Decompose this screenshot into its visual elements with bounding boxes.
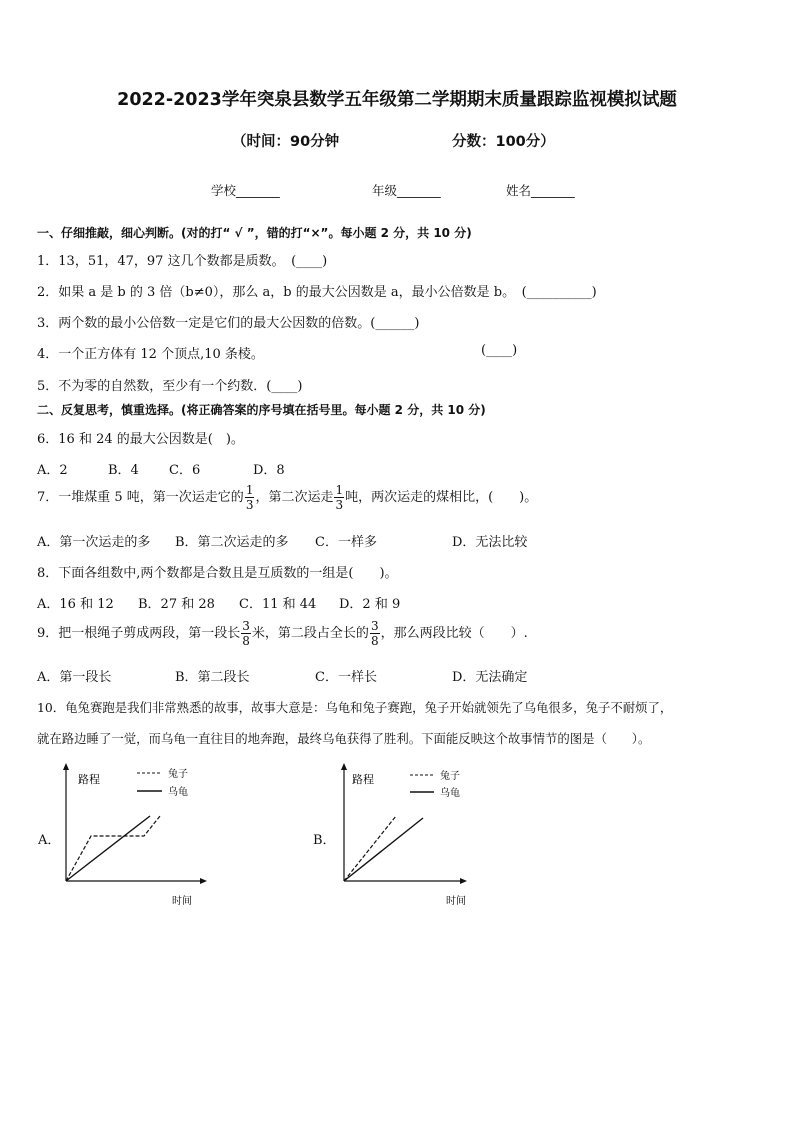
q7-option-b: B．第二次运走的多 [175,535,289,550]
q7-frac2-denominator: 3 [335,498,344,512]
exam-score: 分数：100分） [452,134,555,150]
graph-b [330,760,490,910]
q7-frac1-denominator: 3 [245,498,254,512]
q6-option-c: C．6 [169,463,201,478]
question-9 [37,620,528,647]
graph-a [52,760,212,910]
q9-option-d: D．无法确定 [452,670,528,685]
q8-option-a: A．16 和 12 [37,597,114,612]
q7-fraction-2 [334,484,344,511]
grade-field: 年级_______ [372,183,441,198]
q9-option-c: C．一样长 [315,670,377,685]
graph-b-rabbit-line [344,816,396,881]
graph-a-label: A． [38,833,61,848]
q6-option-d: D．8 [253,463,285,478]
q7-option-d: D．无法比较 [452,535,528,550]
graph-a-rabbit-line [66,816,160,881]
question-10-line-2: 就在路边睡了一觉，而乌龟一直往目的地奔跑，最终乌龟获得了胜利。下面能反映这个故事情节的图是（ ）。 [37,731,651,746]
question-5: 5．不为零的自然数，至少有一个约数．(____) [37,379,303,394]
q7-frac1-numerator: 1 [245,483,254,497]
school-field: 学校_______ [211,183,280,198]
graph-b-turtle-line [344,818,423,881]
q9-text-3: ，那么两段比较（ ）. [380,626,528,641]
question-1: 1．13，51，47，97 这几个数都是质数。 (____) [37,254,328,269]
graph-a-y-arrow [63,763,69,770]
q9-option-b: B．第二段长 [175,670,250,685]
graph-a-x-arrow [200,878,207,884]
q7-text-3: 吨，两次运走的煤相比，( )。 [345,490,538,505]
graph-a-y-label: 路程 [78,773,100,786]
q9-option-a: A．第一段长 [37,670,112,685]
q9-frac2-numerator: 3 [370,619,379,633]
question-4-blank: (____) [481,343,518,358]
exam-time: （时间：90分钟 [232,134,340,150]
q7-text-1: 7．一堆煤重 5 吨，第一次运走它的 [37,490,244,505]
q9-fraction-1 [241,620,251,647]
q9-text-2: 米，第二段占全长的 [251,626,369,641]
graph-b-legend-rabbit: 兔子 [440,771,460,782]
q9-fraction-2 [370,620,380,647]
question-4: 4．一个正方体有 12 个顶点,10 条棱。 [37,347,264,362]
question-3: 3．两个数的最小公倍数一定是它们的最大公因数的倍数。(______) [37,316,420,331]
q7-frac2-numerator: 1 [335,483,344,497]
q7-option-c: C．一样多 [315,535,377,550]
q6-option-b: B．4 [108,463,139,478]
question-2: 2．如果 a 是 b 的 3 倍（b≠0），那么 a，b 的最大公因数是 a，最小公倍数是 b。 (__________) [37,285,597,300]
question-10-line-1: 10．龟兔赛跑是我们非常熟悉的故事，故事大意是：乌龟和兔子赛跑，兔子开始就领先了乌龟很多，兔子不耐烦了， [37,700,673,715]
section-2-heading: 二、反复思考，慎重选择。(将正确答案的序号填在括号里。每小题 2 分，共 10 分) [37,403,486,417]
q8-option-b: B．27 和 28 [138,597,215,612]
graph-a-legend-turtle: 乌龟 [168,787,188,798]
page-title: 2022-2023学年突泉县数学五年级第二学期期末质量跟踪监视模拟试题 [117,90,677,110]
graph-a-legend-rabbit: 兔子 [168,769,188,780]
q8-option-c: C．11 和 44 [239,597,317,612]
graph-a-turtle-line [66,816,150,881]
graph-b-legend-turtle: 乌龟 [440,788,460,799]
graph-b-label: B． [313,833,336,848]
q9-frac2-denominator: 8 [370,634,379,648]
q9-frac1-denominator: 8 [242,634,250,648]
question-7 [37,484,537,511]
section-1-heading: 一、仔细推敲，细心判断。(对的打“ √ ”，错的打“×”。每小题 2 分，共 10 分) [37,226,472,240]
graph-b-y-arrow [341,763,347,770]
graph-a-x-label: 时间 [172,896,192,907]
q7-text-2: ，第二次运走 [255,490,334,505]
q9-text-1: 9．把一根绳子剪成两段，第一段长 [37,626,241,641]
q7-fraction-1 [245,484,255,511]
question-8: 8．下面各组数中,两个数都是合数且是互质数的一组是( )。 [37,566,398,581]
graph-b-x-label: 时间 [446,896,466,907]
q7-option-a: A．第一次运走的多 [37,535,151,550]
q8-option-d: D．2 和 9 [339,597,401,612]
q6-option-a: A．2 [37,463,68,478]
name-field: 姓名_______ [506,183,575,198]
graph-b-y-label: 路程 [352,773,374,786]
question-6: 6．16 和 24 的最大公因数是( )。 [37,432,244,447]
q9-frac1-numerator: 3 [242,619,250,633]
graph-b-x-arrow [460,878,467,884]
